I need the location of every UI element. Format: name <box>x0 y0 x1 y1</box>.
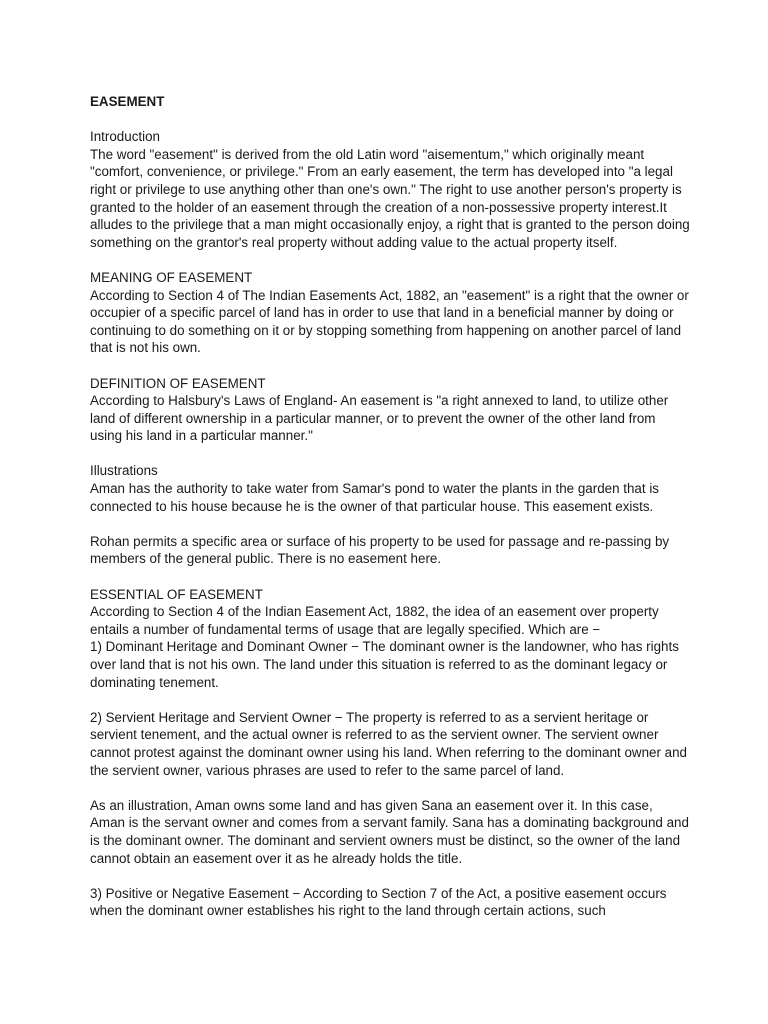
section-illustrations <box>90 462 690 515</box>
section-positive-negative <box>90 885 690 920</box>
section-paragraph: According to Halsbury's Laws of England- An easement is "a right annexed to land, to utilize other land of different ownership in a particular manner, or to prevent the owner of the other land from using his land in a particular manner." <box>90 393 669 444</box>
section-heading: Introduction <box>90 129 160 145</box>
section-paragraph: According to Section 4 of the Indian Easement Act, 1882, the idea of an easement over property entails a number of fundamental terms of usage that are legally specified. Which are − <box>90 604 659 637</box>
document-page <box>90 93 690 938</box>
section-definition <box>90 375 690 445</box>
section-paragraph: 2) Servient Heritage and Servient Owner − The property is referred to as a servient heritage or servient tenement, and the actual owner is referred to as the servient owner. The servient owner cannot protest against the dominant owner using his land. When referring to the dominant owner and the servient owner, various phrases are used to refer to the same parcel of land. <box>90 709 687 778</box>
section-aman-example <box>90 797 690 867</box>
section-paragraph: Aman has the authority to take water from Samar's pond to water the plants in the garden that is connected to his house because he is the owner of that particular house. This easement exists. <box>90 481 659 514</box>
section-paragraph: As an illustration, Aman owns some land and has given Sana an easement over it. In this case, Aman is the servant owner and comes from a servant family. Sana has a dominating background and is the dominant owner. The dominant and servient owners must be distinct, so the owner of the land cannot obtain an easement over it as he already holds the title. <box>90 797 689 866</box>
document-title: EASEMENT <box>90 94 165 109</box>
section-heading: Illustrations <box>90 463 158 479</box>
section-heading: ESSENTIAL OF EASEMENT <box>90 586 263 602</box>
section-paragraph: 1) Dominant Heritage and Dominant Owner − The dominant owner is the landowner, who has rights over land that is not his own. The land under this situation is referred to as the dominant legacy or dominating tenement. <box>90 639 679 690</box>
section-essentials <box>90 586 690 692</box>
section-rohan-example <box>90 533 690 568</box>
section-heading: DEFINITION OF EASEMENT <box>90 375 266 391</box>
section-paragraph: According to Section 4 of The Indian Easements Act, 1882, an "easement" is a right that the owner or occupier of a specific parcel of land has in order to use that land in a beneficial manner by doing or continuing to do something on it or by stopping something from happening on another parcel of land that is not his own. <box>90 287 689 356</box>
section-introduction <box>90 128 690 251</box>
section-paragraph: 3) Positive or Negative Easement − According to Section 7 of the Act, a positive easement occurs when the dominant owner establishes his right to the land through certain actions, such <box>90 885 667 919</box>
section-heading: MEANING OF EASEMENT <box>90 269 253 285</box>
section-servient <box>90 709 690 779</box>
section-paragraph: The word "easement" is derived from the old Latin word "aisementum," which originally meant "comfort, convenience, or privilege." From an early easement, the term has developed into "a legal right or privilege to use anything other than one's own." The right to use another person's property is granted to the holder of an easement through the creation of a non-possessive property interest.It alludes to the privilege that a man might occasionally enjoy, a right that is granted to the person doing something on the grantor's real property without adding value to the actual property itself. <box>90 146 690 250</box>
section-meaning <box>90 269 690 357</box>
section-paragraph: Rohan permits a specific area or surface of his property to be used for passage and re-passing by members of the general public. There is no easement here. <box>90 533 670 567</box>
